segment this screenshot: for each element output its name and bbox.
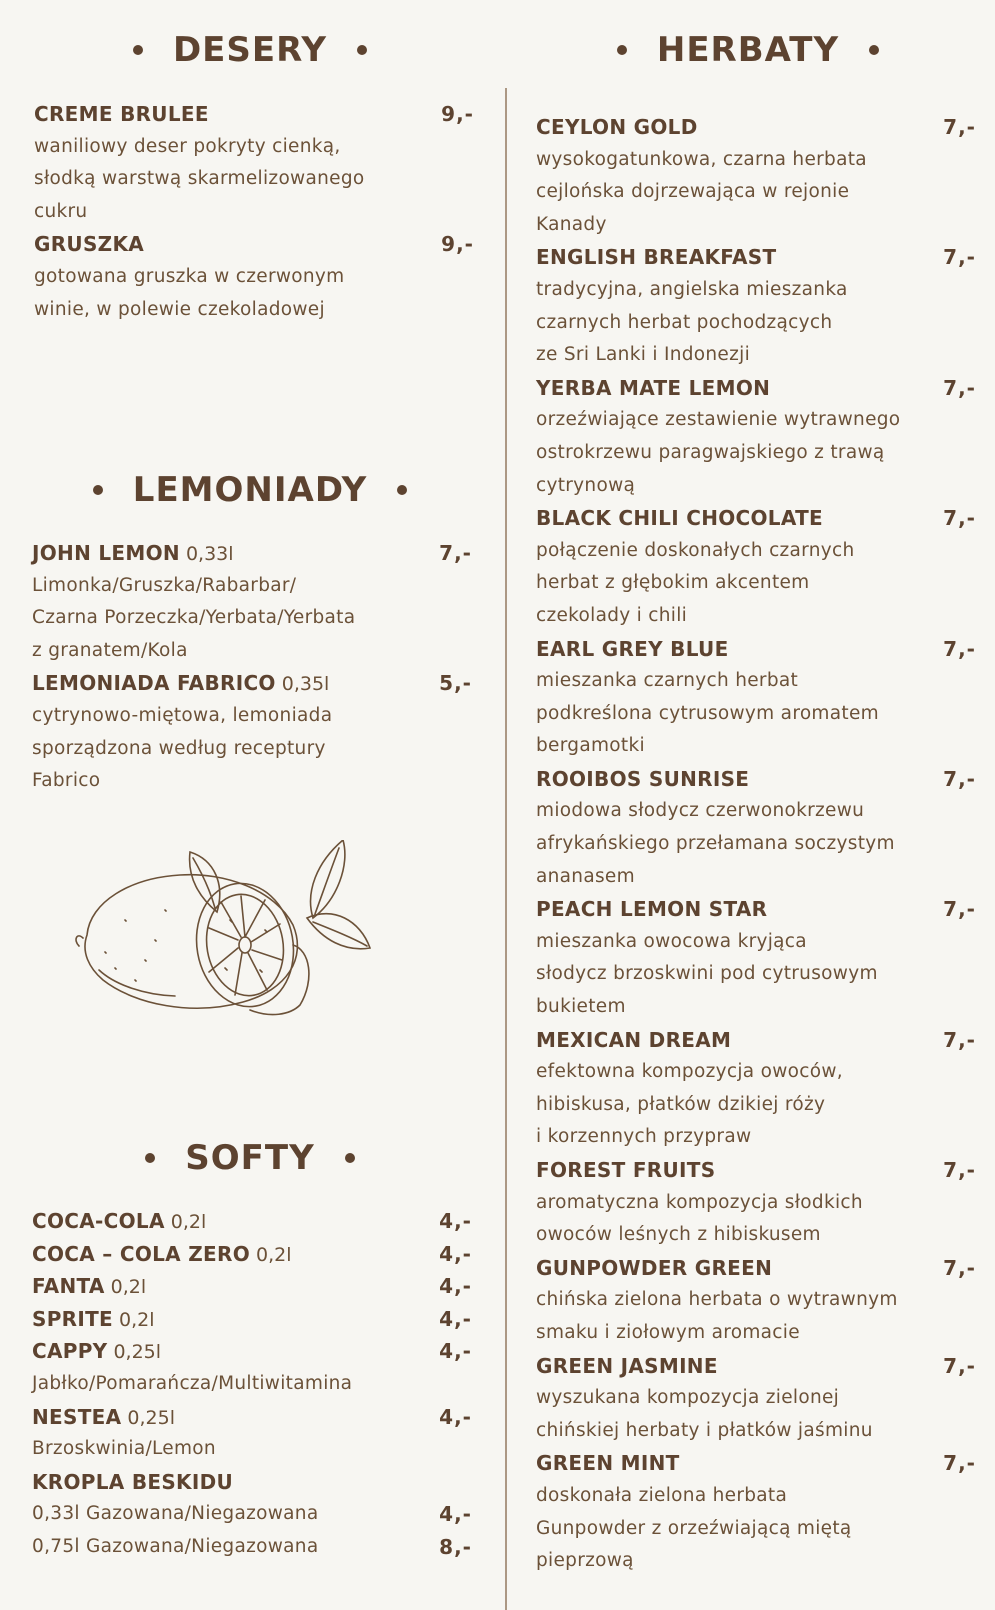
item-price: 8,-	[439, 1534, 472, 1559]
item-volume: 0,25l	[127, 1406, 175, 1429]
item-desc: aromatyczna kompozycja słodkich	[536, 1191, 863, 1213]
bullet-dot	[345, 1153, 355, 1163]
menu-item	[536, 111, 976, 241]
menu-item	[536, 1447, 976, 1577]
item-name: SPRITE	[32, 1306, 114, 1331]
menu-item	[536, 241, 976, 371]
item-desc: herbat z głębokim akcentem	[536, 572, 810, 594]
item-desc: bergamotki	[536, 735, 645, 757]
item-desc: winie, w polewie czekoladowej	[34, 298, 325, 320]
menu-item	[536, 372, 976, 502]
menu-item	[536, 633, 976, 763]
item-desc: gotowana gruszka w czerwonym	[34, 265, 345, 287]
herbaty-list	[536, 111, 976, 1578]
menu-item	[32, 1303, 472, 1336]
item-price: 7,-	[943, 375, 976, 400]
item-name: CREME BRULEE	[34, 102, 209, 126]
item-desc: Gunpowder z orzeźwiającą miętą	[536, 1517, 852, 1539]
item-desc: ze Sri Lanki i Indonezji	[536, 344, 751, 366]
item-price: 7,-	[943, 636, 976, 661]
bullet-dot	[93, 485, 103, 495]
item-volume: 0,2l	[119, 1308, 155, 1331]
item-price: 7,-	[943, 245, 976, 270]
bullet-dot	[357, 45, 367, 55]
item-desc: chińska zielona herbata o wytrawnym	[536, 1289, 898, 1311]
softy-list	[32, 1205, 472, 1564]
menu-item	[536, 1024, 976, 1154]
item-name: FANTA	[32, 1274, 105, 1299]
item-price: 7,-	[943, 506, 976, 531]
item-price: 4,-	[439, 1209, 472, 1233]
menu-item	[32, 1335, 472, 1368]
item-desc: sporządzona według receptury	[32, 737, 326, 759]
menu-item	[536, 502, 976, 632]
kropla-option: 0,75l Gazowana/Niegazowana 8,-	[32, 1531, 472, 1564]
item-desc: ostrokrzewu paragwajskiego z trawą	[536, 441, 885, 463]
bullet-dot	[617, 45, 627, 55]
item-price: 4,-	[439, 1404, 472, 1429]
item-desc: połączenie doskonałych czarnych	[536, 539, 855, 561]
item-price: 7,-	[943, 897, 976, 922]
item-name: YERBA MATE LEMON	[536, 375, 771, 400]
item-desc: smaku i ziołowym aromacie	[536, 1321, 800, 1343]
item-price: 9,-	[441, 102, 474, 126]
item-desc: cukru	[34, 200, 88, 222]
kropla-option: 0,33l Gazowana/Niegazowana 4,-	[32, 1498, 472, 1531]
item-desc: i korzennych przypraw	[536, 1126, 752, 1148]
item-desc: Brzoskwinia/Lemon	[32, 1438, 216, 1460]
item-name: BLACK CHILI CHOCOLATE	[536, 506, 823, 531]
item-desc: afrykańskiego przełamana soczystym	[536, 833, 895, 855]
menu-item	[536, 1350, 976, 1448]
item-price: 4,-	[439, 1274, 472, 1299]
item-desc: hibiskusa, płatków dzikiej róży	[536, 1093, 826, 1115]
menu-item	[536, 763, 976, 893]
item-name: ENGLISH BREAKFAST	[536, 245, 777, 270]
menu-item	[32, 1238, 472, 1271]
item-name: KROPLA BESKIDU	[32, 1469, 234, 1494]
item-desc: mieszanka owocowa kryjąca	[536, 930, 807, 952]
item-name: GUNPOWDER GREEN	[536, 1255, 773, 1280]
item-volume: 0,35l	[281, 673, 330, 696]
item-desc: chińskiej herbaty i płatków jaśminu	[536, 1419, 873, 1441]
item-desc: Kanady	[536, 213, 607, 235]
item-desc: waniliowy deser pokryty cienką,	[34, 135, 341, 157]
item-price: 7,-	[943, 766, 976, 791]
item-desc: cejlońska dojrzewająca w rejonie	[536, 181, 850, 203]
item-desc: owoców leśnych z hibiskusem	[536, 1224, 821, 1246]
item-desc: miodowa słodycz czerwonokrzewu	[536, 800, 865, 822]
item-desc: podkreślona cytrusowym aromatem	[536, 702, 879, 724]
item-name: CEYLON GOLD	[536, 115, 698, 139]
item-desc: wysokogatunkowa, czarna herbata	[536, 148, 867, 170]
item-name: CAPPY	[32, 1339, 108, 1364]
item-price: 7,-	[943, 1255, 976, 1280]
item-desc: czarnych herbat pochodzących	[536, 311, 833, 333]
menu-item	[536, 1252, 976, 1350]
item-price: 9,-	[441, 232, 474, 257]
item-volume: 0,2l	[256, 1243, 292, 1266]
bullet-dot	[133, 45, 143, 55]
item-desc: z granatem/Kola	[32, 639, 188, 661]
item-desc: doskonała zielona herbata	[536, 1484, 788, 1506]
item-price: 7,-	[943, 115, 976, 139]
item-name: COCA – COLA ZERO	[32, 1241, 250, 1266]
item-price: 5,-	[439, 671, 472, 696]
desery-list	[34, 98, 474, 326]
item-name: COCA-COLA	[32, 1209, 165, 1233]
item-desc: słodką warstwą skarmelizowanego	[34, 168, 365, 190]
menu-item	[34, 228, 474, 326]
item-name: NESTEA	[32, 1404, 122, 1429]
item-desc: Limonka/Gruszka/Rabarbar/	[32, 574, 297, 596]
item-desc: wyszukana kompozycja zielonej	[536, 1387, 840, 1409]
item-volume: 0,2l	[170, 1211, 207, 1233]
item-desc: pieprzową	[536, 1550, 634, 1572]
item-desc: Fabrico	[32, 770, 101, 792]
menu-item	[34, 98, 474, 228]
item-volume: 0,2l	[110, 1276, 147, 1299]
item-name: JOHN LEMON	[32, 541, 180, 565]
item-desc: cytrynową	[536, 474, 636, 496]
item-desc: tradycyjna, angielska mieszanka	[536, 278, 848, 300]
item-price: 7,-	[943, 1027, 976, 1052]
section-title-herbaty: HERBATY	[508, 25, 988, 75]
item-price: 7,-	[943, 1353, 976, 1378]
lemoniady-list	[32, 537, 472, 798]
menu-item	[32, 537, 472, 667]
column-divider	[505, 88, 507, 1610]
item-desc: cytrynowo-miętowa, lemoniada	[32, 704, 333, 726]
item-price: 4,-	[439, 1241, 472, 1266]
lemon-illustration-icon	[75, 840, 385, 1020]
item-desc: efektowna kompozycja owoców,	[536, 1061, 843, 1083]
item-desc: Czarna Porzeczka/Yerbata/Yerbata	[32, 607, 356, 629]
bullet-dot	[145, 1153, 155, 1163]
item-price: 4,-	[439, 1339, 472, 1364]
bullet-dot	[397, 485, 407, 495]
item-price: 7,-	[943, 1158, 976, 1182]
item-price: 4,-	[439, 1502, 472, 1527]
section-title-lemoniady: LEMONIADY	[0, 465, 500, 515]
item-name: GREEN MINT	[536, 1451, 680, 1476]
item-desc: słodycz brzoskwini pod cytrusowym	[536, 963, 878, 985]
item-name: ROOIBOS SUNRISE	[536, 766, 750, 791]
menu-item	[536, 893, 976, 1023]
menu-item	[32, 1270, 472, 1303]
item-name: LEMONIADA FABRICO	[32, 671, 276, 696]
item-desc: mieszanka czarnych herbat	[536, 670, 799, 692]
bullet-dot	[869, 45, 879, 55]
item-volume: 0,33l	[185, 543, 234, 565]
item-name: PEACH LEMON STAR	[536, 897, 768, 922]
item-name: GRUSZKA	[34, 232, 145, 257]
item-price: 7,-	[439, 541, 472, 565]
menu-item	[32, 667, 472, 797]
item-price: 4,-	[439, 1306, 472, 1331]
item-name: GREEN JASMINE	[536, 1353, 718, 1378]
item-desc: orzeźwiające zestawienie wytrawnego	[536, 409, 901, 431]
menu-item	[32, 1205, 472, 1238]
item-volume: 0,25l	[113, 1341, 162, 1364]
item-name: FOREST FRUITS	[536, 1158, 716, 1182]
item-name: MEXICAN DREAM	[536, 1027, 732, 1052]
item-desc: Jabłko/Pomarańcza/Multiwitamina	[32, 1372, 353, 1394]
section-title-desery: DESERY	[0, 25, 500, 75]
item-desc: czekolady i chili	[536, 604, 688, 626]
item-desc: bukietem	[536, 996, 626, 1018]
menu-item	[536, 1154, 976, 1252]
item-price: 7,-	[943, 1451, 976, 1476]
item-name: EARL GREY BLUE	[536, 636, 729, 661]
menu-item	[32, 1466, 472, 1499]
section-title-softy: SOFTY	[0, 1133, 500, 1183]
menu-item	[32, 1401, 472, 1434]
item-desc: ananasem	[536, 865, 635, 887]
